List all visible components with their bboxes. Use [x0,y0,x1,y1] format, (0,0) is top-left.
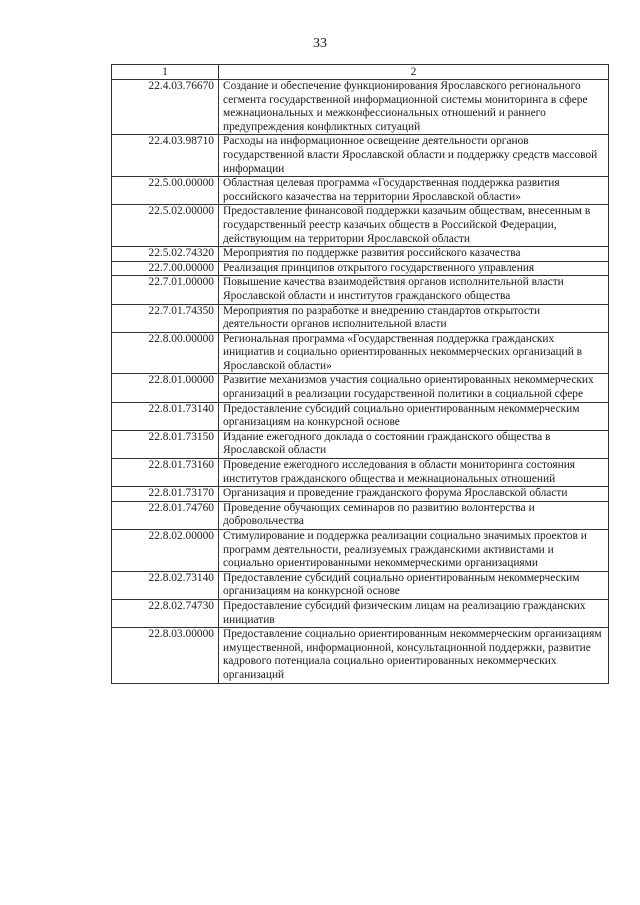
table-row [112,530,609,572]
row-code: 22.8.02.00000 [112,530,219,572]
table-header-row [112,65,609,80]
row-code: 22.5.00.00000 [112,177,219,205]
table-row [112,487,609,502]
row-code: 22.8.01.00000 [112,374,219,402]
row-description: Предоставление субсидий физическим лицам на реализацию гражданских инициатив [219,599,609,627]
row-description: Создание и обеспечение функционирования Ярославского регионального сегмента государственной информационной системы мониторинга в сфере межнациональных и межконфессиональных отношений и раннего предупреждения конфликтных ситуаций [219,80,609,135]
table-row [112,571,609,599]
table-row [112,459,609,487]
row-code: 22.8.01.73160 [112,459,219,487]
table-row [112,276,609,304]
row-code: 22.7.01.00000 [112,276,219,304]
row-code: 22.7.00.00000 [112,261,219,276]
table-row [112,430,609,458]
table-row [112,135,609,177]
row-description: Проведение ежегодного исследования в области мониторинга состояния институтов гражданского общества и межнациональных отношений [219,459,609,487]
table-row [112,177,609,205]
row-description: Предоставление субсидий социально ориентированным некоммерческим организациям на конкурсной основе [219,571,609,599]
row-code: 22.8.03.00000 [112,628,219,683]
table-row [112,501,609,529]
table-row [112,599,609,627]
row-description: Стимулирование и поддержка реализации социально значимых проектов и программ деятельности, реализуемых гражданскими активистами и социально ориентированными некоммерческими организациями [219,530,609,572]
row-code: 22.4.03.98710 [112,135,219,177]
row-description: Повышение качества взаимодействия органов исполнительной власти Ярославской области и институтов гражданского общества [219,276,609,304]
row-description: Расходы на информационное освещение деятельности органов государственной власти Ярославской области и поддержку средств массовой информации [219,135,609,177]
row-description: Проведение обучающих семинаров по развитию волонтерства и добровольчества [219,501,609,529]
row-description: Региональная программа «Государственная поддержка гражданских инициатив и социально ориентированных некоммерческих организаций в Ярославской области» [219,332,609,374]
table-row [112,205,609,247]
table-row [112,374,609,402]
row-description: Организация и проведение гражданского форума Ярославской области [219,487,609,502]
row-description: Областная целевая программа «Государственная поддержка развития российского казачества на территории Ярославской области» [219,177,609,205]
table-row [112,80,609,135]
page-number: 33 [313,36,327,51]
budget-classification-table [111,64,609,684]
row-code: 22.8.01.74760 [112,501,219,529]
row-code: 22.5.02.00000 [112,205,219,247]
row-description: Мероприятия по разработке и внедрению стандартов открытости деятельности органов исполнительной власти [219,304,609,332]
table-row [112,332,609,374]
row-code: 22.8.00.00000 [112,332,219,374]
table-row [112,261,609,276]
row-description: Предоставление финансовой поддержки казачьим обществам, внесенным в государственный реестр казачьих обществ в Российской Федерации, действующим на территории Ярославской области [219,205,609,247]
row-code: 22.8.02.73140 [112,571,219,599]
row-description: Предоставление социально ориентированным некоммерческим организациям имущественной, информационной, консультационной поддержки, развитие кадрового потенциала социально ориентированных некоммерческих организаций [219,628,609,683]
row-code: 22.5.02.74320 [112,247,219,262]
table-row [112,628,609,683]
row-description: Реализация принципов открытого государственного управления [219,261,609,276]
table-row [112,247,609,262]
row-code: 22.8.01.73150 [112,430,219,458]
row-description: Развитие механизмов участия социально ориентированных некоммерческих организаций в реализации государственной политики в социальной сфере [219,374,609,402]
column-header-2: 2 [219,65,609,80]
row-description: Предоставление субсидий социально ориентированным некоммерческим организациям на конкурсной основе [219,402,609,430]
row-code: 22.8.01.73140 [112,402,219,430]
row-code: 22.8.02.74730 [112,599,219,627]
column-header-1: 1 [112,65,219,80]
row-code: 22.4.03.76670 [112,80,219,135]
row-code: 22.7.01.74350 [112,304,219,332]
row-description: Издание ежегодного доклада о состоянии гражданского общества в Ярославской области [219,430,609,458]
row-code: 22.8.01.73170 [112,487,219,502]
table-row [112,402,609,430]
row-description: Мероприятия по поддержке развития российского казачества [219,247,609,262]
table-row [112,304,609,332]
